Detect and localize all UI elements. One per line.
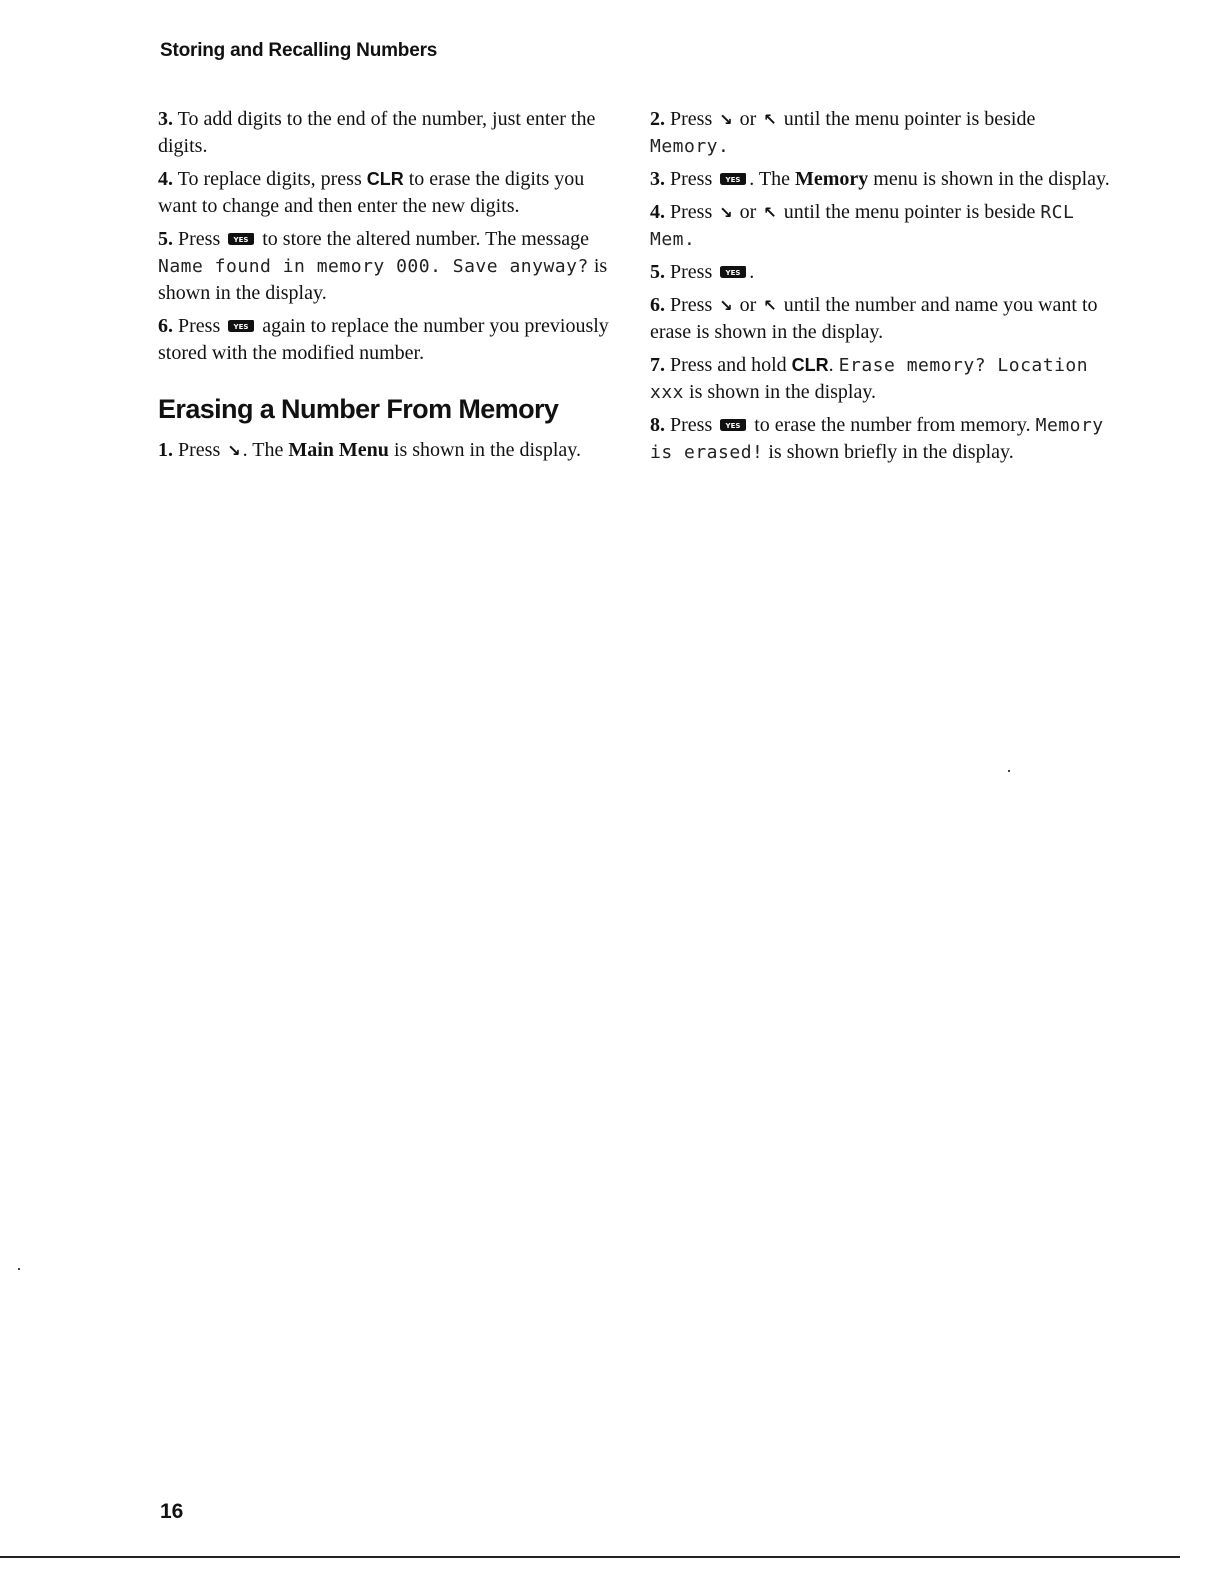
step-text: until the number and name you want to erase is shown in the display. (650, 294, 1098, 343)
step-7-hold-clr (650, 352, 1110, 406)
display-message: RCL Mem. (650, 202, 1075, 250)
step-text: is shown in the display. (158, 255, 608, 304)
step-text: Press (670, 108, 713, 130)
down-arrow-icon: ↘ (719, 110, 733, 129)
step-number: 5. (158, 228, 173, 250)
step-text: Press (670, 261, 713, 283)
step-text: . The (242, 439, 284, 461)
step-text: until the menu pointer is beside (783, 201, 1036, 223)
step-6-replace-number (158, 313, 618, 367)
step-text: Press (670, 414, 713, 436)
step-number: 4. (158, 168, 173, 190)
memory-menu-label: Memory (794, 168, 869, 190)
step-text: is shown in the display. (689, 381, 877, 403)
step-text: to erase the number from memory. (754, 414, 1031, 436)
step-text: Press (178, 439, 221, 461)
step-text: or (739, 294, 757, 316)
clr-key-label: CLR (791, 355, 829, 375)
step-number: 1. (158, 439, 173, 461)
down-arrow-icon: ↘ (719, 296, 733, 315)
yes-key-icon (719, 418, 747, 432)
step-8-confirm-erase (650, 412, 1110, 466)
step-3-open-memory (650, 166, 1110, 193)
step-text: until the menu pointer is beside (783, 108, 1036, 130)
step-text: again to replace the number you previously stored with the modified number. (158, 315, 609, 364)
svg-text:YES: YES (725, 176, 741, 184)
bottom-rule (0, 1556, 1180, 1558)
main-menu-label: Main Menu (288, 439, 389, 461)
step-number: 2. (650, 108, 665, 130)
step-text: Press (670, 168, 713, 190)
step-number: 3. (650, 168, 665, 190)
step-text: to erase the digits you want to change and then enter the new digits. (158, 168, 585, 217)
up-arrow-icon: ↖ (763, 203, 777, 222)
step-text: Press (670, 294, 713, 316)
step-number: 6. (158, 315, 173, 337)
step-6-find-number (650, 292, 1110, 346)
step-number: 7. (650, 354, 665, 376)
step-text: menu is shown in the display. (873, 168, 1110, 190)
step-text: . The (749, 168, 790, 190)
step-number: 5. (650, 261, 665, 283)
svg-text:YES: YES (725, 422, 741, 430)
step-text: or (739, 108, 757, 130)
step-4-replace-digits (158, 166, 618, 220)
step-text: is shown briefly in the display. (768, 441, 1014, 463)
step-text: Press (178, 228, 221, 250)
step-3-add-digits (158, 106, 618, 160)
step-text: To add digits to the end of the number, just enter the digits. (158, 108, 596, 157)
svg-text:YES: YES (233, 323, 249, 331)
running-head: Storing and Recalling Numbers (160, 40, 438, 61)
section-heading: Erasing a Number From Memory (158, 394, 559, 424)
display-message: Name found in memory 000. Save anyway? (158, 256, 589, 277)
yes-key-icon (227, 232, 255, 246)
step-text: to store the altered number. The message (262, 228, 589, 250)
step-text: is shown in the display. (393, 439, 581, 461)
yes-key-icon (719, 265, 747, 279)
step-text: Press (178, 315, 221, 337)
step-2-select-memory (650, 106, 1110, 160)
step-number: 4. (650, 201, 665, 223)
step-text: Press (670, 201, 713, 223)
down-arrow-icon: ↘ (719, 203, 733, 222)
step-text: Press and hold (670, 354, 787, 376)
step-number: 6. (650, 294, 665, 316)
step-text: To replace digits, press (177, 168, 362, 190)
page-number: 16 (160, 1500, 184, 1523)
svg-text:YES: YES (725, 269, 741, 277)
up-arrow-icon: ↖ (763, 296, 777, 315)
svg-text:YES: YES (233, 236, 249, 244)
right-column (650, 106, 1110, 472)
step-text: or (739, 201, 757, 223)
up-arrow-icon: ↖ (763, 110, 777, 129)
display-message: Memory. (650, 136, 730, 157)
display-message: Memory is erased! (650, 415, 1104, 463)
clr-key-label: CLR (366, 169, 404, 189)
step-number: 3. (158, 108, 173, 130)
step-1-press-menu (158, 437, 618, 464)
display-message: Erase memory? Location xxx (650, 355, 1089, 403)
step-text: . (749, 261, 755, 283)
step-5-press-yes (650, 259, 1110, 286)
left-column (158, 106, 618, 470)
scan-speck (18, 1268, 20, 1270)
step-text: . (828, 354, 834, 376)
down-arrow-icon: ↘ (227, 441, 241, 460)
scan-speck (1008, 770, 1010, 772)
step-number: 8. (650, 414, 665, 436)
step-5-store-number (158, 226, 618, 307)
yes-key-icon (227, 319, 255, 333)
step-4-select-rcl (650, 199, 1110, 253)
yes-key-icon (719, 172, 747, 186)
